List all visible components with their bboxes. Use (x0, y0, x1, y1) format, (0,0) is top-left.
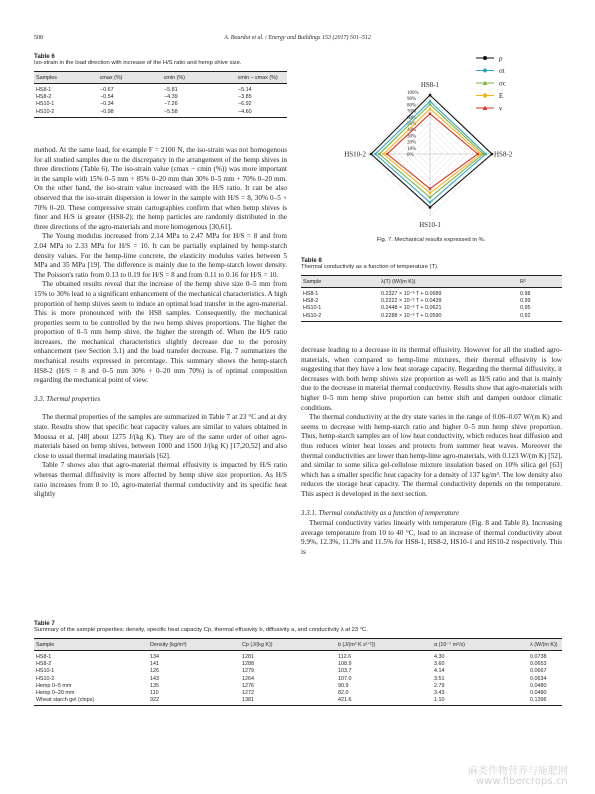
column-header: εmin − εmax (%) (236, 72, 287, 84)
column-header: εmin (%) (162, 72, 236, 84)
table-cell: 4.30 (434, 654, 445, 660)
table-cell: 0.98 (520, 291, 531, 297)
radar-tick-label: 80% (407, 103, 417, 109)
running-header: A. Bourdot et al. / Energy and Buildings 153 (2017) 501–512 (224, 35, 371, 41)
table-cell: 1272 (242, 689, 254, 696)
radar-series-line (384, 109, 481, 193)
radar-point (429, 107, 432, 110)
radar-tick-label: 10% (407, 146, 417, 152)
table-cell: 103.7 (338, 668, 352, 675)
table-cell: 0.99 (520, 298, 531, 305)
paragraph: The obtained results reveal that the increase of the hemp shive size 0–5 mm from 15% to 30% lead to a significant enhancement of the mechanical characteristics. A high proportion of hemp shives seem to induce an optimal load transfer in the agro-material. This is more pronounced with the HS8 samples. Consequently, the mechanical properties seem to be controlled by the two hemp shives proportions. The higher the proportion of 0–5 mm hemp shive, the higher the strength of. When the H/S ratio increases, the mechanical characteristics slightly decrease due to the porosity enhancement (see Section 3.1) and the load transfer decrease. Fig. 7 summarizes the mechanical results expressed in percentage. This summary shows the hemp-starch HS8-2 (H/S = 8 and 0–5 mm 30% + 0–20 mm 70%) is of optimal composition regarding the mechanical point of view. (34, 280, 287, 385)
radar-point (476, 153, 479, 156)
table-cell: 1264 (242, 675, 254, 682)
paragraph: Table 7 shows also that agro-material thermal effusivity is impacted by H/S ratio whereas thermal diffusivity is more affected by hemp shive size proportion. As H/S ratio increases from 8 to 10, agro-material thermal conductivity and its specific heat slightly (34, 461, 287, 499)
legend-marker (483, 56, 487, 60)
paragraph: Thermal conductivity varies linearly with temperature (Fig. 8 and Table 8). Increasing average temperature from 10 to 40 °C, lead to an increase of thermal conductivity about 9.9%, 12.3%, 11.3% and 11.5% for HS8-1, HS8-2, HS10-1 and HS10-2 respectively. This is (301, 519, 562, 556)
table-cell: 0.0653 (530, 661, 547, 668)
table-cell: 3.60 (434, 661, 445, 668)
table7-caption: Summary of the sample properties: density, specific heat capacity Cp, thermal effusivity b, diffusivity a, and conductivity λ at 23 °C. (34, 627, 368, 633)
table-cell: HS10-2 (301, 312, 379, 321)
table-cell: 0.2448 × 10⁻³ T + 0.0621 (381, 305, 442, 312)
table-cell: Wheat starch gel (chips) (34, 697, 148, 706)
section-heading: 3.3. Thermal properties (34, 394, 101, 403)
table-cell: 0.0738 (530, 654, 547, 660)
table-row (34, 651, 562, 661)
table-cell: Hemp 0–20 mm (36, 689, 75, 696)
radar-tick-label: 50% (407, 122, 417, 127)
radar-tick-label: 60% (407, 115, 417, 121)
legend-marker (483, 94, 487, 98)
table8-caption: Thermal conductivity as a function of temperature (T). (301, 264, 439, 270)
table-cell: −5.81 (164, 87, 178, 93)
radar-axis-label-right: HS8-2 (494, 150, 513, 159)
radar-axis-label-left: HS10-2 (344, 150, 366, 159)
table7 (34, 638, 562, 706)
column-header: Cp (J/(kg K)) (240, 639, 336, 651)
radar-series-line (375, 101, 485, 202)
table-cell: HS10-1 (36, 101, 55, 108)
left-column (34, 146, 287, 500)
paragraph: decrease leading to a decrease in its thermal effusivity. However for all the studied agro-materials, when compared to hemp-lime mixtures, their thermal effusivity is low suggesting that they have a low heat storage capacity. Regarding the thermal diffusivity, it decreases with both hemp shives size proportion as well as H/S ratio and that is mainly due to the decrease in material thermal conductivity. Results show that agro-materials with higher 0–5 mm hemp shive proportion can better shift and dampen outdoor climatic conditions. (301, 346, 562, 412)
radar-series-line (379, 104, 483, 197)
table-row (34, 101, 287, 108)
column-header: λ(T) (W/(m K)) (379, 276, 518, 288)
column-header: Sample (34, 639, 148, 651)
table-cell: −0.67 (100, 87, 114, 93)
table-cell: 90.9 (338, 682, 349, 689)
table-cell: 421.6 (336, 697, 432, 706)
radar-point (485, 153, 488, 156)
table-cell: −4.60 (236, 108, 287, 117)
legend-marker (483, 69, 487, 73)
table-row (34, 661, 562, 668)
table-row (301, 298, 562, 305)
column-header: Samples (34, 72, 98, 84)
radar-tick-label: 100% (407, 91, 419, 96)
radar-tick-label: 70% (407, 109, 417, 115)
table-cell: 134 (150, 654, 159, 660)
table-cell: 143 (150, 675, 159, 682)
table-row (34, 675, 562, 682)
table-cell: HS10-1 (303, 305, 322, 312)
table-cell: HS10-1 (36, 668, 55, 675)
figure7-radar-chart (300, 46, 562, 234)
table-cell: 922 (148, 697, 240, 706)
table-row (301, 305, 562, 312)
table6-label: Table 6 (34, 53, 55, 60)
table-cell: 0.92 (518, 312, 562, 321)
table-cell: HS10-2 (36, 675, 55, 682)
radar-point (429, 187, 432, 190)
column-header: b (J/(m² K s¹ᐟ²)) (336, 639, 432, 651)
table8-label: Table 8 (301, 257, 322, 264)
table-cell: 107.0 (338, 675, 352, 682)
table-cell: −5.58 (162, 108, 236, 117)
table-row (34, 689, 562, 696)
figure7-caption: Fig. 7. Mechanical results expressed in %. (376, 237, 486, 243)
right-column (301, 346, 562, 557)
radar-point (429, 100, 432, 103)
paragraph: method. At the same load, for example F = 2100 N, the iso-strain was not homogenous for all studied samples due to the discrepancy in the arrangement of the hemp shives in three directions (Table 6). The iso-strain value (εmax − εmin (%)) was more important in the sample with 15% 0–5 mm + 85% 0–20 mm than 30% 0–5 mm + 70% 0–20 mm. On the other hand, the iso-strain value increased with the H/S ratio. It can be also observed that the iso-strain dispersion is lower in the sample with H/S = 8, 30% 0–5 + 70% 0–20. These compressive strain cartographies confirm that when hemp shives is finer and H/S is greater (HS8-2); the hemp particles are randomly distributed in the three directions of the agro-materials and more homogenous [30,61]. (34, 146, 287, 231)
radar-point (374, 153, 377, 156)
table-cell: 1381 (240, 697, 336, 706)
table-row (34, 697, 562, 706)
table6-block (34, 53, 287, 118)
watermark-cn: 麻类作物营养与施肥网 (468, 766, 568, 777)
table-cell: 3.51 (434, 675, 445, 682)
table-cell: −3.85 (238, 94, 252, 101)
radar-tick-label: 90% (407, 97, 417, 103)
legend-label: σt (499, 67, 505, 75)
table-cell: 135 (150, 682, 159, 689)
radar-point (382, 153, 385, 156)
radar-axis-label-bottom: HS10-1 (419, 221, 441, 229)
table-cell: −4.39 (164, 94, 178, 101)
table6 (34, 71, 287, 118)
table-cell: 108.9 (338, 661, 352, 668)
paragraph: The Young modulus increased from 2.14 MPa to 2.47 MPa for H/S = 8 and from 2.04 MPa to 2.33 MPa for H/S = 10. It can be partially explained by hemp-starch density values. For the hemp-lime concrete, the elasticity modulus varies between 5 MPa and 35 MPa [19]. The difference is mainly due to the hemp-starch lower density. The Poisson's ratio from 0.13 to 0.19 for H/S = 8 and from 0.11 to 0.16 for H/S = 10. (34, 232, 287, 279)
table-cell: 110 (150, 689, 159, 696)
table-cell: HS8-2 (36, 661, 52, 668)
table-cell: −0.54 (100, 94, 114, 101)
table-cell: HS8-2 (303, 298, 319, 305)
table-cell: Hemp 0–5 mm (36, 682, 72, 689)
table-cell: −0.98 (98, 108, 162, 117)
table-row (34, 94, 287, 101)
legend-label: σc (499, 79, 506, 88)
table-row (34, 682, 562, 689)
table-cell: −5.14 (238, 87, 252, 93)
table-row (301, 288, 562, 298)
table8 (301, 275, 562, 322)
table-cell: 1.10 (432, 697, 528, 706)
radar-point (429, 201, 432, 204)
table-cell: −6.92 (238, 101, 252, 108)
column-header: R² (518, 276, 562, 288)
table-cell: 0.2327 × 10⁻³ T + 0.0689 (381, 291, 442, 297)
radar-tick-label: 30% (407, 134, 417, 140)
table-row (34, 108, 287, 117)
table-row (34, 668, 562, 675)
table-cell: 0.2288 × 10⁻³ T + 0.0590 (379, 312, 518, 321)
table-cell: 0.0667 (530, 668, 547, 675)
table-cell: HS10-2 (34, 108, 98, 117)
table-cell: 0.2222 × 10⁻³ T + 0.0439 (381, 298, 442, 305)
radar-point (429, 94, 432, 97)
table-cell: HS8-2 (36, 94, 52, 101)
radar-point (370, 153, 373, 156)
radar-tick-label: 0% (407, 153, 414, 158)
table-cell: 0.95 (520, 305, 531, 312)
radar-point (429, 196, 432, 199)
table-row (34, 84, 287, 94)
radar-point (429, 206, 432, 209)
radar-tick-label: 40% (407, 128, 417, 134)
table-cell: 0.0480 (530, 682, 547, 689)
radar-point (482, 153, 485, 156)
table-cell: 112.6 (338, 654, 352, 660)
radar-point (386, 153, 389, 156)
legend-label: ν (499, 104, 503, 113)
paragraph: The thermal properties of the samples are summarized in Table 7 at 23 °C and at dry state. Results show that specific heat capacity values are similar to values obtained in Moussa et al. [48] about 1275 J/(kg K). They are of the same order of other agro-materials based on hemp shives, between 1000 and 1500 J/(kg K) [17,20,52] and also close to usual thermal insulating materials [62]. (34, 413, 287, 460)
column-header: Density (kg/m³) (148, 639, 240, 651)
table-cell: 126 (150, 668, 159, 675)
column-header: Sample (301, 276, 379, 288)
table7-block (34, 620, 562, 706)
table-row (301, 312, 562, 321)
radar-point (429, 192, 432, 195)
table-cell: 1276 (242, 682, 254, 689)
table8-block (301, 257, 562, 322)
radar-point (429, 103, 432, 106)
table6-caption: Iso-strain in the load direction with increase of the H/S ratio and hemp shive size. (34, 60, 242, 66)
radar-point (378, 153, 381, 156)
column-header: α (10⁻⁷ m²/s) (432, 639, 528, 651)
table-cell: 3.43 (434, 689, 445, 696)
table-cell: 0.0634 (530, 675, 547, 682)
table-cell: 141 (150, 661, 159, 668)
table-cell: 1288 (242, 661, 254, 668)
radar-point (429, 112, 432, 115)
legend-label: E (499, 92, 504, 100)
table-cell: 4.14 (434, 668, 445, 675)
table-cell: −0.34 (100, 101, 114, 108)
watermark-url: www.fibercrops.cn (476, 776, 568, 787)
table-cell: −7.26 (164, 101, 178, 108)
table-cell: HS8-1 (36, 654, 52, 660)
table-cell: HS8-1 (36, 87, 52, 93)
column-header: εmax (%) (98, 72, 162, 84)
radar-tick-label: 20% (407, 140, 417, 146)
table-cell: 2.79 (434, 682, 445, 689)
legend-label: ρ (499, 54, 503, 63)
radar-point (491, 153, 494, 156)
table-cell: 82.0 (338, 689, 349, 696)
page-number: 508 (34, 35, 43, 41)
table-cell: HS8-1 (303, 291, 319, 297)
radar-point (480, 153, 483, 156)
table-cell: 1279 (242, 668, 254, 675)
column-header: λ (W/(m K)) (528, 639, 562, 651)
radar-axis-label-top: HS8-1 (420, 81, 440, 89)
paragraph: The thermal conductivity at the dry state varies in the range of 0.06–0.07 W/(m K) and seems to decrease with hemp-starch ratio and higher 0–5 mm hemp shive proportion. Thus, hemp-starch samples are of low heat conductivity, which reduces heat diffusion and thus reduces winter heat losses and protects from summer heat waves. Moreover the thermal conductivities are lower than hemp-lime agro-materials, with 0.123 W/(m K) [52], and similar to some silica gel-cellulose mixture insulation based on 10% silica gel [63] which has a smaller specific heat capacity for a density of 137 kg/m³. The low density also reduces the storage heat capacity. The thermal conductivity depends on the temperature. This aspect is developed in the next section. (301, 413, 562, 498)
table-cell: 0.1396 (528, 697, 562, 706)
table7-label: Table 7 (34, 620, 55, 627)
subsection-heading: 3.3.1. Thermal conductivity as a function of temperature (301, 508, 459, 517)
table-cell: 0.0480 (530, 689, 547, 696)
table-cell: 1281 (242, 654, 254, 660)
